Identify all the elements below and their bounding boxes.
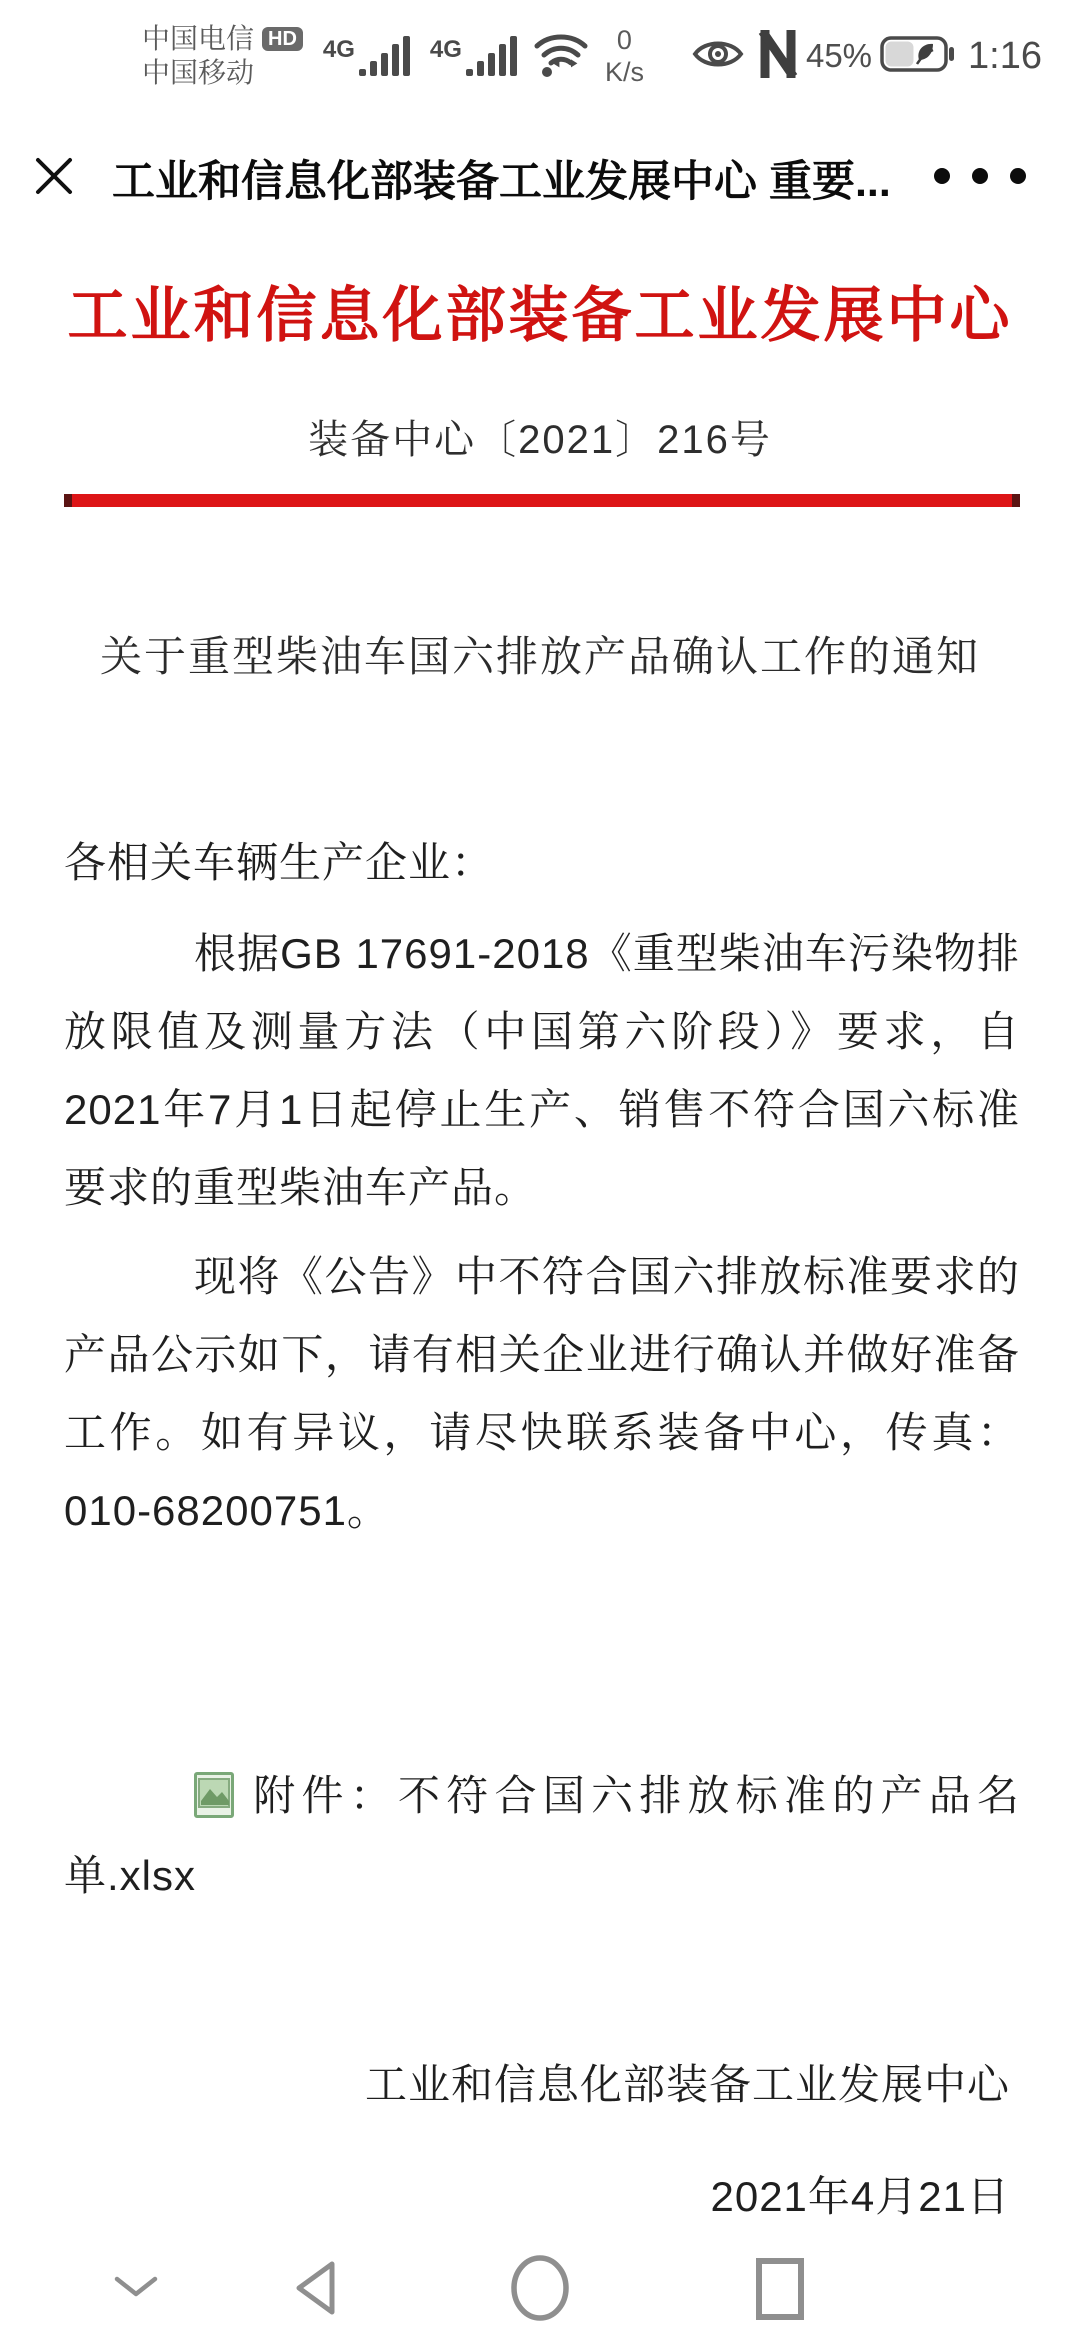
chevron-down-icon	[112, 2287, 160, 2304]
document-letterhead: 工业和信息化部装备工业发展中心	[67, 282, 1013, 349]
more-menu-icon	[928, 162, 1038, 195]
home-button[interactable]	[508, 2252, 572, 2329]
title-bar	[0, 130, 1080, 226]
close-icon	[32, 154, 76, 203]
document-date: 2021年4月21日	[710, 2173, 1010, 2220]
letterhead-divider	[64, 494, 1020, 507]
close-button[interactable]	[30, 154, 78, 202]
carrier-secondary-label: 中国移动	[142, 57, 255, 88]
nfc-icon	[758, 30, 798, 83]
clock-label: 1:16	[968, 34, 1042, 77]
back-triangle-icon	[290, 2305, 338, 2322]
document-paragraph: 根据GB 17691-2018《重型柴油车污染物排放限值及测量方法（中国第六阶段）》要求，自2021年7月1日起停止生产、销售不符合国六标准要求的重型柴油车产品。	[64, 930, 1020, 1211]
carrier-block	[142, 22, 303, 90]
attachment-label: 附件：不符合国六排放标准的产品名单.xlsx	[64, 1772, 1020, 1899]
eye-comfort-icon	[692, 37, 744, 76]
battery-percent-label: 45%	[805, 37, 873, 74]
attachment-link[interactable]	[64, 1756, 1020, 1916]
battery-icon	[880, 34, 956, 79]
speed-value: 0	[616, 25, 632, 55]
wifi-icon	[533, 30, 589, 83]
page-title: 工业和信息化部装备工业发展中心 重要...	[112, 157, 891, 206]
attachment-file-icon	[194, 1772, 234, 1818]
status-bar	[0, 0, 1080, 112]
recents-square-icon	[754, 2309, 806, 2326]
signal-bars-icon	[465, 31, 517, 82]
hd-badge: HD	[262, 27, 303, 51]
network-speed	[605, 24, 644, 88]
navigation-bar	[0, 2240, 1080, 2340]
speed-unit: K/s	[604, 57, 644, 87]
network-type-label-2: 4G	[429, 35, 462, 63]
recent-apps-button[interactable]	[754, 2256, 806, 2327]
document-salutation: 各相关车辆生产企业：	[64, 839, 495, 886]
signal-group-2	[430, 31, 517, 82]
document-subject: 关于重型柴油车国六排放产品确认工作的通知	[99, 633, 980, 680]
more-menu-button[interactable]	[928, 152, 1038, 205]
hide-navbar-button[interactable]	[112, 2274, 160, 2305]
network-type-label-1: 4G	[322, 35, 355, 63]
document-number: 装备中心〔2021〕216号	[308, 418, 772, 462]
signal-group-1	[323, 31, 410, 82]
signal-bars-icon	[358, 31, 410, 82]
document-paragraph: 现将《公告》中不符合国六排放标准要求的产品公示如下，请有相关企业进行确认并做好准备工作。如有异议，请尽快联系装备中心，传真：010-68200751。	[64, 1253, 1020, 1534]
back-button[interactable]	[290, 2258, 338, 2323]
document-signature: 工业和信息化部装备工业发展中心	[364, 2061, 1010, 2108]
home-circle-icon	[508, 2311, 572, 2328]
carrier-primary-label: 中国电信	[142, 23, 255, 54]
